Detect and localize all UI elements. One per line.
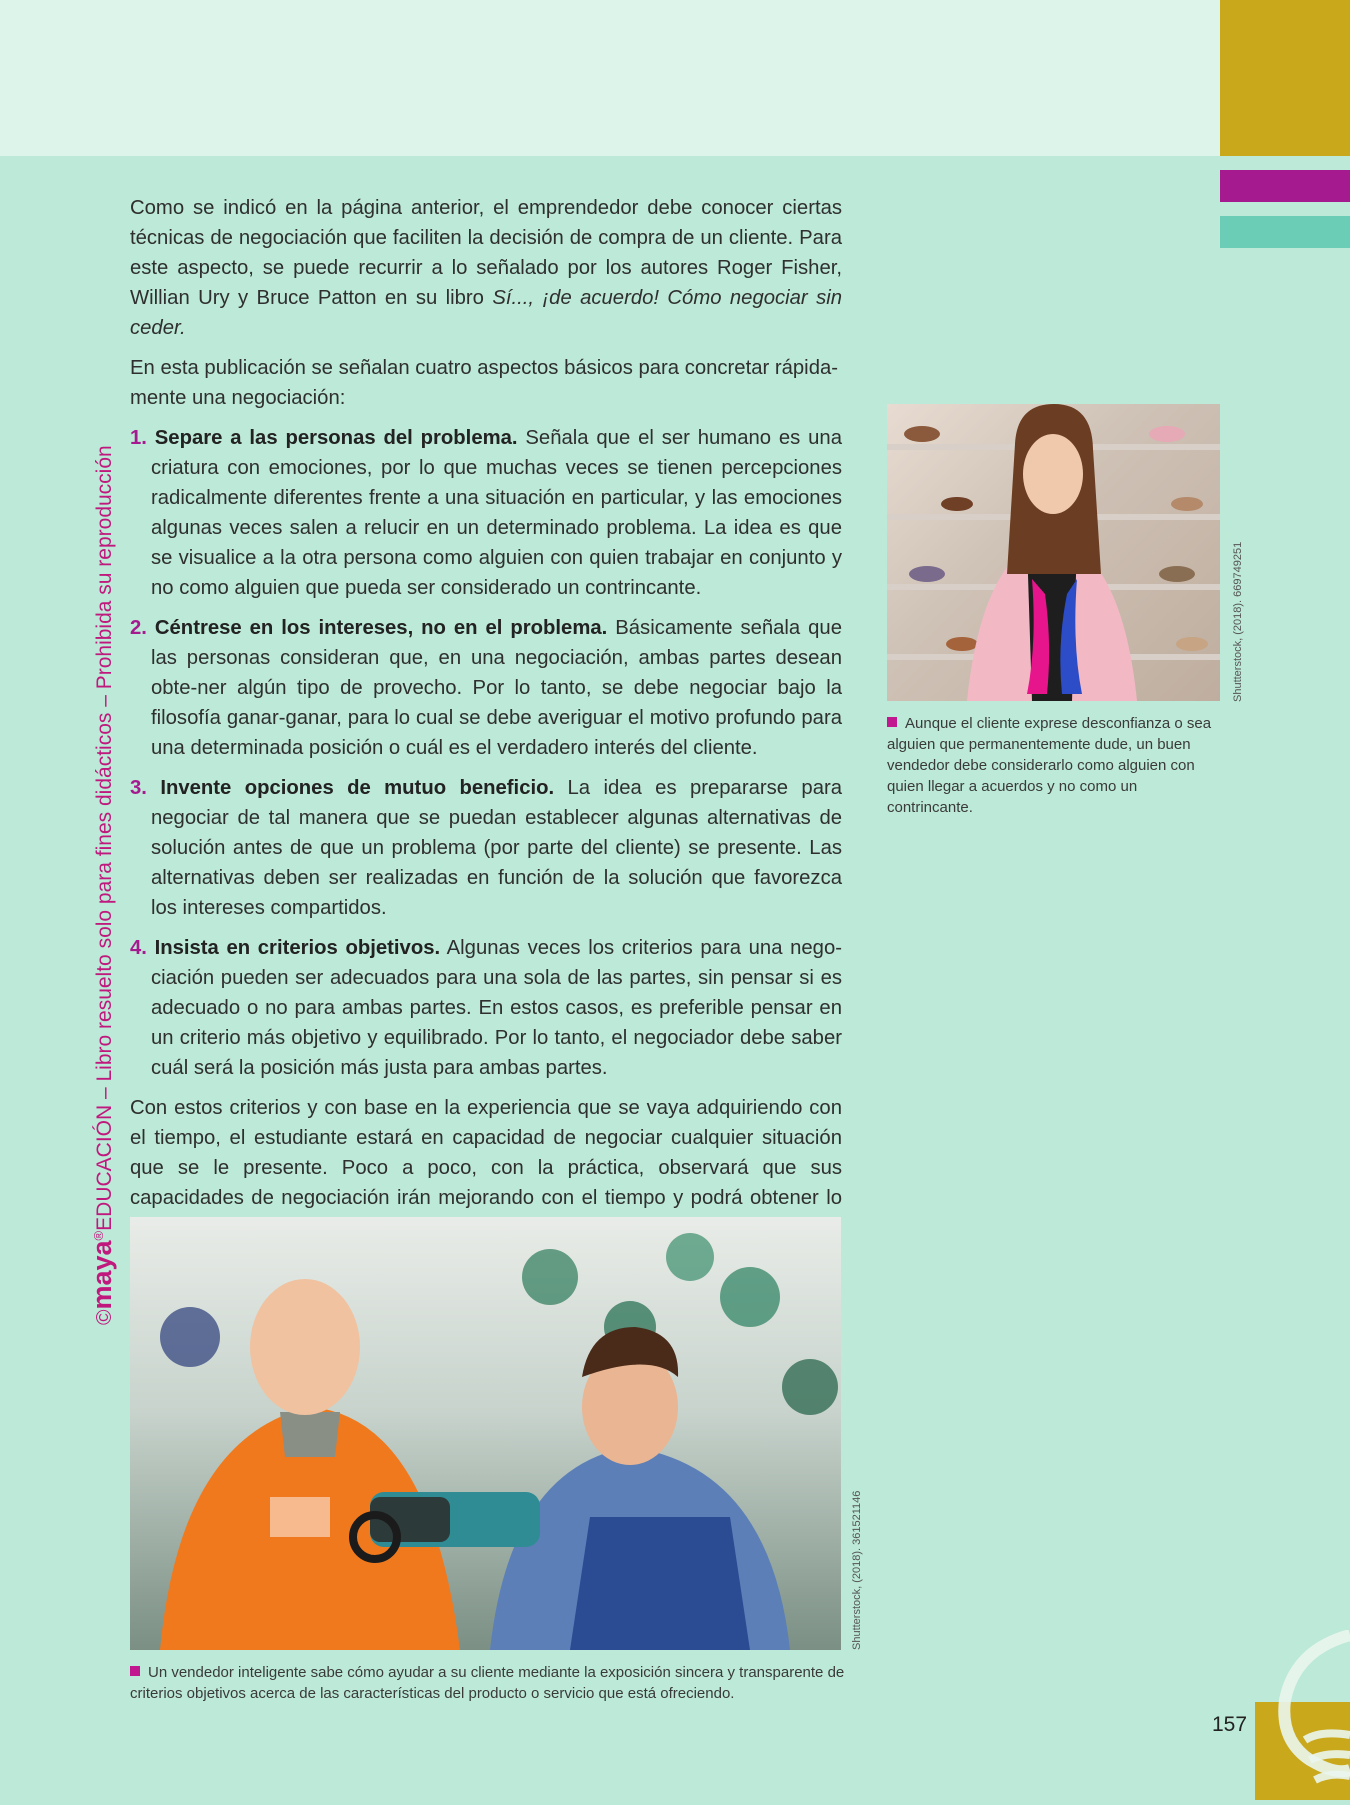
- caption-men: [130, 1662, 850, 1704]
- intro-paragraph: [130, 193, 842, 343]
- list-item: [130, 613, 842, 763]
- caption-square-icon: [130, 1666, 140, 1676]
- photo-credit-men: Shutterstock, (2018). 361521146: [851, 1490, 863, 1650]
- list-lead: Céntrese en los intereses, no en el problema.: [154, 617, 608, 639]
- list-lead: Invente opciones de mutuo beneficio.: [160, 777, 555, 799]
- page-number: 157: [1212, 1713, 1248, 1736]
- list-item: [130, 773, 842, 923]
- list-number: 2.: [130, 617, 147, 639]
- salesmen-illustration: [130, 1217, 841, 1650]
- list-lead: Insista en criterios objetivos.: [154, 937, 441, 959]
- copyright-symbol: ©: [93, 1309, 116, 1325]
- intro-text: Como se indicó en la página anterior, el emprendedor debe conocer ciertas técnicas de negociación que faciliten la decisión de compra de un cliente. Para este aspecto, se puede recurrir a lo señalado por los autores Roger Fisher, Willian Ury y Bruce Patton en su libro: [130, 197, 842, 309]
- list-lead: Separe a las personas del problema.: [154, 427, 518, 449]
- registered-mark: ®: [91, 1230, 106, 1241]
- photo-credit-woman: Shutterstock, (2018). 669749251: [1232, 541, 1244, 702]
- saleswoman-illustration: [887, 404, 1220, 701]
- list-number: 4.: [130, 937, 147, 959]
- credit-text: EDUCACIÓN – Libro resuelto solo para fines didácticos – Prohibida su reproducción: [93, 445, 116, 1231]
- photo-salesmen-drill: [130, 1217, 841, 1650]
- hand-outline-icon: [1255, 1630, 1350, 1800]
- list-text: La idea es prepararse para negociar de tal manera que se puedan establecer algunas alternativas de solución antes de que un problema (por parte del cliente) se presente. Las alternativas deben ser realizadas en función de la solución que favorezca los intereses compartidos.: [151, 777, 843, 919]
- corner-decoration: [1255, 1630, 1350, 1800]
- list-item: [130, 423, 842, 603]
- side-copyright-credit: [84, 445, 117, 1325]
- teal-tab: [1220, 216, 1350, 248]
- list-text: Básicamente señala que las personas consideran que, en una negociación, ambas partes desean obte-ner algún tipo de provecho. Por lo tanto, se debe negociar bajo la filosofía ganar-ganar, para lo cual se debe averiguar el motivo profundo para una determinada posición o cuál es el verdadero interés del cliente.: [151, 617, 842, 759]
- brand-name: maya: [87, 1240, 117, 1310]
- list-text: Señala que el ser humano es una criatura con emociones, por lo que muchas veces se tienen percepciones radicalmente diferentes frente a una situación en particular, y las emociones algunas veces salen a relucir en un determinado problema. La idea es que se visualice a la otra persona como alguien con quien trabajar en conjunto y no como alguien que pueda ser considerado un contrincante.: [151, 427, 842, 599]
- list-number: 1.: [130, 427, 147, 449]
- caption-square-icon: [887, 717, 897, 727]
- gold-corner-block: [1220, 0, 1350, 156]
- main-text: [130, 193, 842, 1253]
- header-band: [0, 0, 1220, 156]
- book-title: Sí..., ¡de acuerdo! Cómo negociar sin ceder.: [130, 287, 842, 339]
- magenta-tab: [1220, 170, 1350, 202]
- caption-woman: [887, 713, 1217, 818]
- caption-text: Un vendedor inteligente sabe cómo ayudar a su cliente mediante la exposición sincera y transparente de criterios objetivos acerca de las características del producto o servicio que está ofreciendo.: [130, 1664, 845, 1702]
- list-number: 3.: [130, 777, 147, 799]
- list-item: [130, 933, 842, 1083]
- closing-paragraph: Con estos criterios y con base en la experiencia que se vaya adquiriendo con el tiempo, el estudiante estará en capacidad de negociar cualquier situación que se le presente. Poco a poco, con la práctica, observará que sus capacidades de negociación irán mejorando con el tiempo y podrá obtener lo: [130, 1097, 842, 1209]
- list-text: Algunas veces los criterios para una nego-ciación pueden ser adecuados para una sola de las partes, sin pensar si es adecuado o no para ambas partes. En estos casos, es preferible pensar en un criterio más objetivo y equilibrado. Por lo tanto, el negociador debe saber cuál será la posición más justa para ambas partes.: [151, 937, 842, 1079]
- caption-text: Aunque el cliente exprese desconfianza o sea alguien que permanentemente dude, un buen vendedor debe considerarlo como alguien con quien llegar a acuerdos y no como un contrincante.: [887, 715, 1212, 816]
- intro-paragraph-2: En esta publicación se señalan cuatro aspectos básicos para concretar rápida-mente una negociación:: [130, 357, 839, 409]
- photo-saleswoman-shoes: [887, 404, 1220, 701]
